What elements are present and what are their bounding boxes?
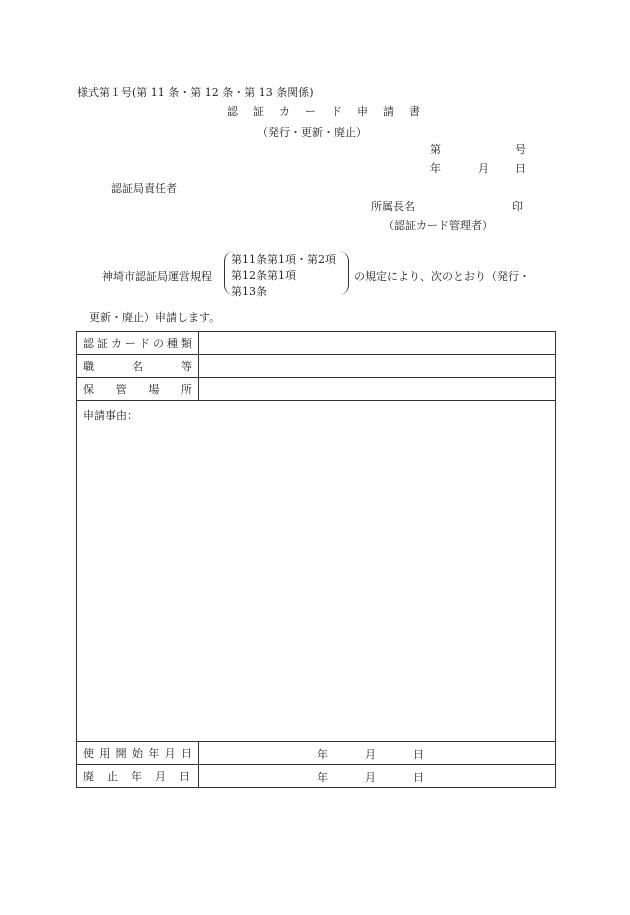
table-row xyxy=(77,765,556,788)
addressee: 認証局責任者 xyxy=(111,182,177,195)
number-suffix: 号 xyxy=(515,143,526,156)
end-date-field[interactable] xyxy=(199,765,556,788)
start-date-field[interactable] xyxy=(199,742,556,765)
month-unit: 月 xyxy=(365,771,376,784)
position-label: 職 名 等 xyxy=(77,355,199,378)
year-label: 年 xyxy=(430,162,441,175)
table-row xyxy=(77,742,556,765)
position-field[interactable] xyxy=(199,355,556,378)
end-date-label: 廃 止 年 月 日 xyxy=(77,765,199,788)
day-unit: 日 xyxy=(413,771,424,784)
application-form-table xyxy=(76,331,556,788)
table-row xyxy=(77,355,556,378)
card-type-label: 認 証 カ ー ド の 種 類 xyxy=(77,332,199,355)
body-text-line2: 更新・廃止）申請します。 xyxy=(89,311,221,324)
document-subtitle: （発行・更新・廃止） xyxy=(257,126,367,139)
article-list xyxy=(231,252,336,300)
application-reason-field[interactable] xyxy=(77,401,556,742)
year-unit: 年 xyxy=(317,771,328,784)
number-prefix: 第 xyxy=(430,143,441,156)
application-reason-label: 申請事由： xyxy=(83,409,138,422)
year-unit: 年 xyxy=(317,748,328,761)
start-date-label: 使 用 開 始 年 月 日 xyxy=(77,742,199,765)
seal-mark: 印 xyxy=(512,200,523,213)
body-text-line1: の規定により、次のとおり（発行・ xyxy=(354,270,530,283)
card-administrator-label: （認証カード管理者） xyxy=(383,219,493,232)
article-item: 第12条第1項 xyxy=(231,269,296,282)
article-item: 第11条第1項・第2項 xyxy=(231,253,336,266)
affiliation-head-label: 所属長名 xyxy=(371,200,415,213)
month-unit: 月 xyxy=(365,748,376,761)
article-item: 第13条 xyxy=(231,285,267,298)
month-label: 月 xyxy=(478,162,489,175)
card-type-field[interactable] xyxy=(199,332,556,355)
form-id: 様式第１号(第 11 条・第 12 条・第 13 条関係) xyxy=(77,86,314,99)
table-row xyxy=(77,401,556,742)
day-unit: 日 xyxy=(413,748,424,761)
storage-location-label: 保 管 場 所 xyxy=(77,378,199,401)
regulation-name: 神埼市認証局運営規程 xyxy=(102,270,212,283)
storage-location-field[interactable] xyxy=(199,378,556,401)
table-row xyxy=(77,378,556,401)
table-row xyxy=(77,332,556,355)
document-title: 認 証 カ ー ド 申 請 書 xyxy=(227,105,422,118)
day-label: 日 xyxy=(515,162,526,175)
